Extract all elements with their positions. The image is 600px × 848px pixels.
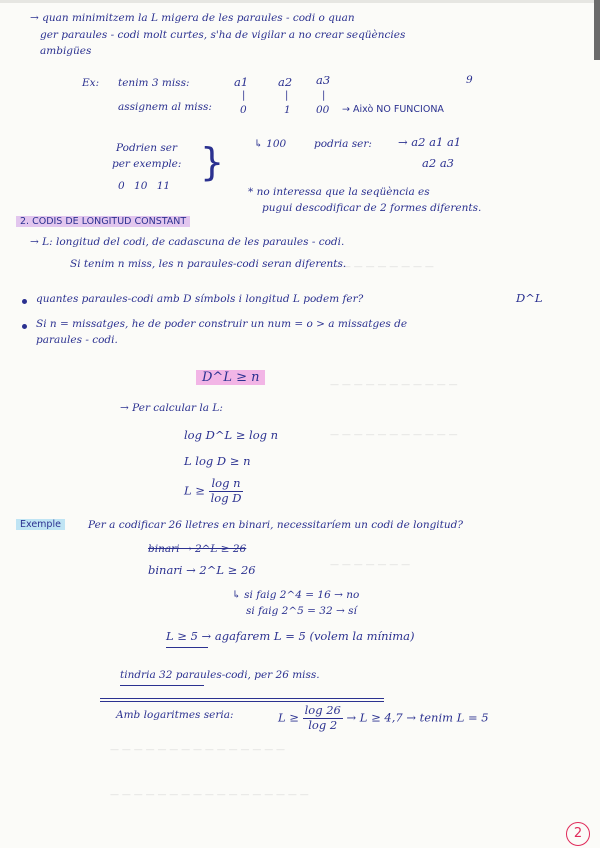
stray-mark: 9 (466, 74, 473, 86)
could-be-label: podria ser: (314, 138, 372, 150)
calc-step-2: L log D ≥ n (184, 454, 251, 468)
double-rule-bottom (100, 701, 384, 702)
bleed-through-text: — — — — — — — — — (330, 262, 434, 272)
underline (166, 647, 208, 648)
binary-inequality: binari → 2^L ≥ 26 (148, 563, 256, 577)
note-line-1: * no interessa que la seqüència es (248, 186, 430, 198)
bleed-through-text: — — — — — — — — — — — (330, 430, 458, 440)
assign-tick: | (285, 90, 289, 101)
key-formula: D^L ≥ n (196, 370, 265, 386)
exemple-tag: Exemple (16, 517, 65, 531)
conclusion-line: L ≥ 5 → agafarem L = 5 (volem la mínima) (166, 629, 415, 643)
hundred-code: ↳ 100 (254, 138, 287, 150)
symbol-a1: a1 (234, 75, 249, 89)
possible-label-1: Podrien ser (116, 142, 177, 154)
page-binding-edge (594, 0, 600, 60)
bleed-through-text: — — — — — — — (330, 560, 411, 570)
struck-line: binari → 2^L ≥ 26 (148, 543, 247, 555)
bleed-through-text: — — — — — — — — — — — — — — — (110, 745, 286, 755)
symbol-a3: a3 (316, 73, 331, 87)
does-not-work-note: → Això NO FUNCIONA (342, 104, 444, 115)
assign-tick: | (322, 90, 326, 101)
calc-step-1: log D^L ≥ log n (184, 428, 279, 442)
example-setup: tenim 3 miss: (118, 77, 190, 89)
fraction: $\frac{\log 26}{\log 2}$ (304, 703, 341, 732)
intro-line-2: ger paraules - codi molt curtes, s'ha de vigilar a no crear seqüències (40, 29, 406, 41)
intro-line-1: → quan minimitzem la L migera de les paraules - codi o quan (30, 12, 355, 24)
code-a3: 00 (316, 104, 330, 116)
sequence-2: a2 a3 (422, 156, 455, 170)
possible-label-2: per exemple: (112, 158, 182, 170)
definition-line-1: → L: longitud del codi, de cadascuna de les paraules - codi. (30, 236, 345, 248)
fraction: $\frac{\text{log n}}{\text{log D}}$ (210, 476, 242, 505)
calc-label: → Per calcular la L: (120, 402, 223, 414)
note-line-2: pugui descodificar de 2 formes diferents. (262, 202, 482, 214)
exemple-question: Per a codificar 26 lletres en binari, necessitaríem un codi de longitud? (88, 519, 464, 531)
symbol-a2: a2 (278, 75, 293, 89)
log-formula: L ≥ $\frac{\log 26}{\log 2}$ → L ≥ 4,7 → tenim L = 5 (278, 703, 489, 732)
calc-step-3: L ≥ $\frac{\text{log n}}{\text{log D}}$ (184, 476, 242, 505)
section-title: 2. CODIS DE LONGITUD CONSTANT (16, 214, 190, 228)
bullet-2-line-1: Si n = missatges, he de poder construir un num = o > a missatges de (36, 318, 408, 330)
example-label: Ex: (82, 77, 100, 89)
bleed-through-text: — — — — — — — — — — — (330, 380, 458, 390)
double-rule-top (100, 698, 384, 699)
check-2-4: ↳ si faig 2^4 = 16 → no (232, 589, 360, 601)
assign-label: assignem al miss: (118, 101, 212, 113)
bullet-1-text: quantes paraules-codi amb D símbols i longitud L podem fer? (36, 293, 364, 305)
log-label: Amb logaritmes seria: (116, 709, 234, 721)
sequence-1: → a2 a1 a1 (398, 135, 462, 149)
codewords-count: tindria 32 paraules-codi, per 26 miss. (120, 669, 320, 681)
check-2-5: si faig 2^5 = 32 → sí (246, 605, 357, 617)
code-a1: 0 (240, 104, 247, 116)
bullet-1-answer: D^L (516, 291, 543, 305)
page-top-edge (0, 0, 600, 3)
curly-brace: } (200, 140, 225, 184)
underline (120, 685, 204, 686)
bullet-2-line-2: paraules - codi. (36, 334, 118, 346)
bleed-through-text: — — — — — — — — — — — — — — — — — (110, 790, 309, 800)
bullet-dot (22, 299, 27, 304)
definition-line-2: Si tenim n miss, les n paraules-codi seran diferents. (70, 258, 347, 270)
intro-line-3: ambigües (40, 45, 92, 57)
assign-tick: | (242, 90, 246, 101)
page-number-circle: 2 (566, 822, 590, 846)
code-a2: 1 (284, 104, 291, 116)
possible-values: 0 10 11 (118, 180, 171, 192)
bullet-dot (22, 324, 27, 329)
